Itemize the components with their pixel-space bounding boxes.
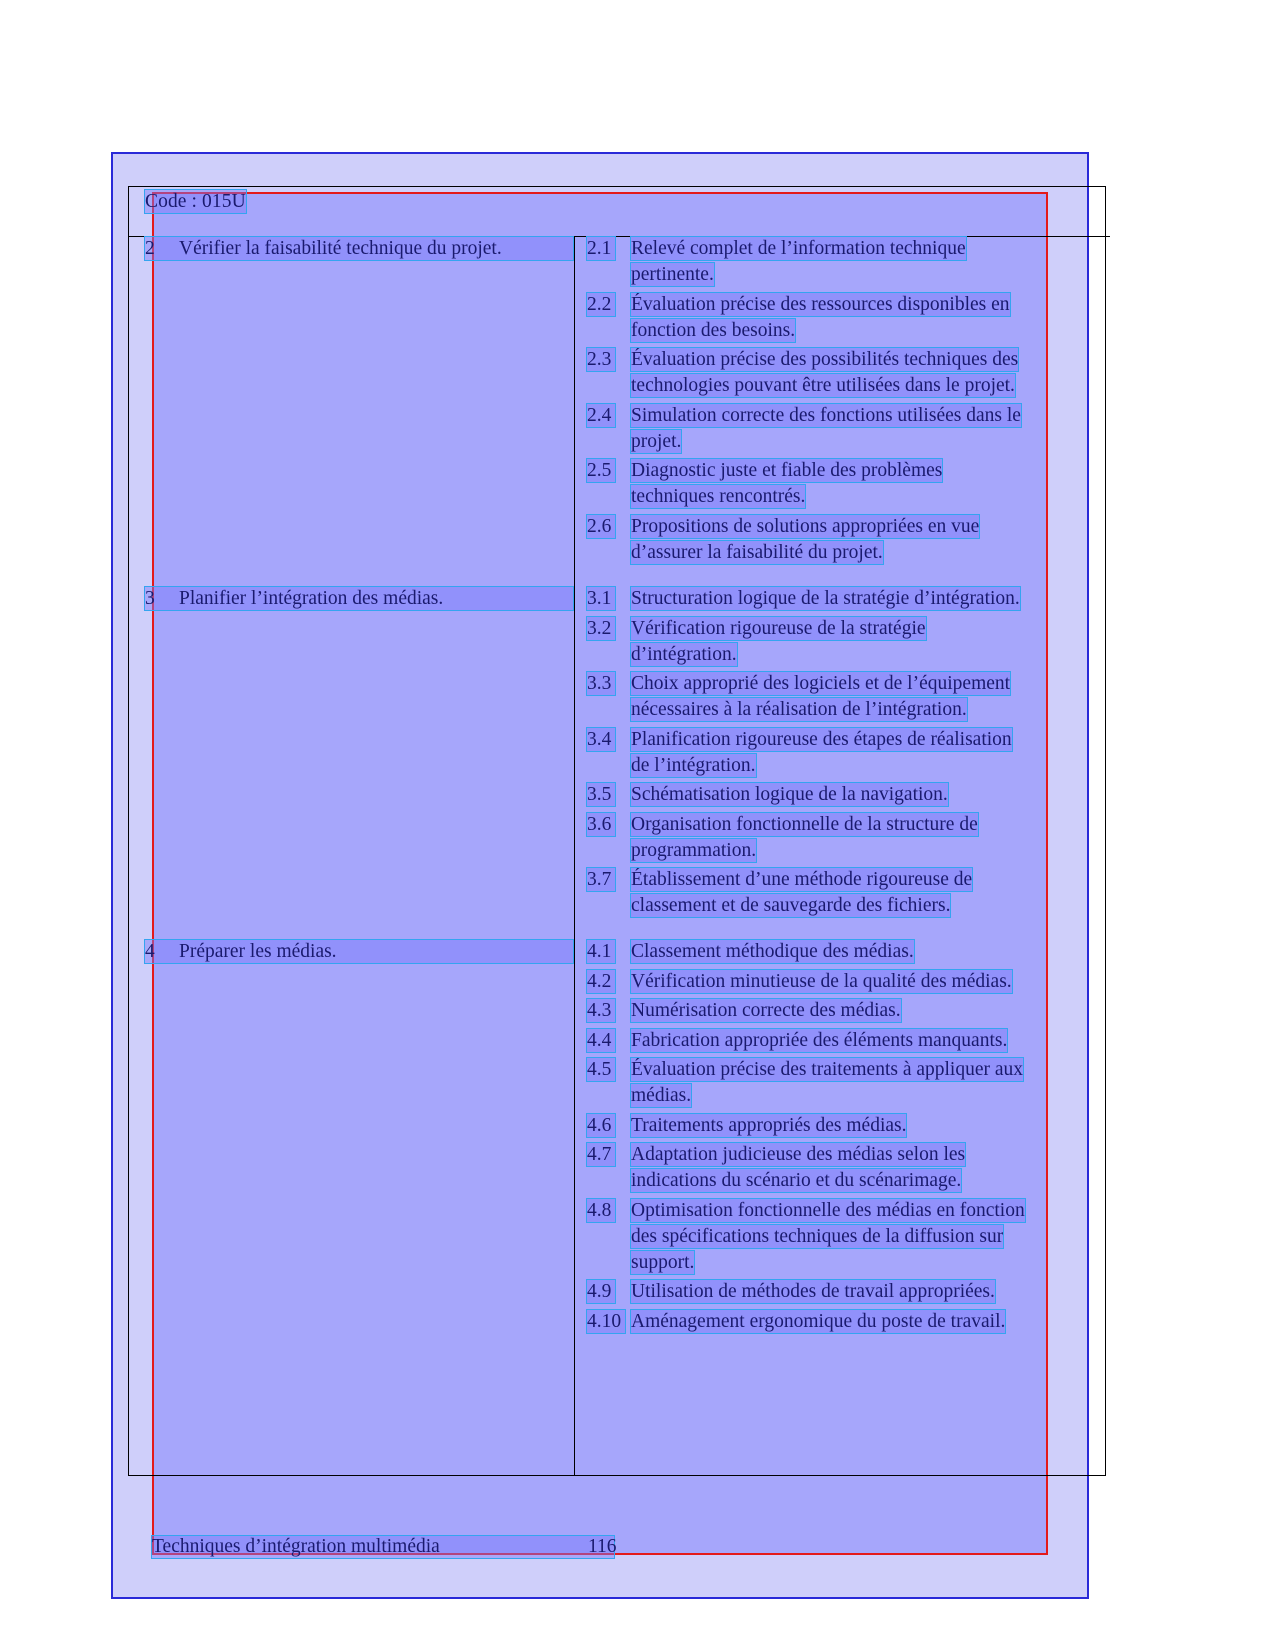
criterion-number: 4.5 [587,1058,615,1081]
criterion-text-line: Aménagement ergonomique du poste de travail. [631,1310,1006,1332]
criterion-number: 4.8 [587,1199,615,1222]
criterion-text-line: Évaluation précise des ressources disponibles en [631,293,1010,315]
criterion-number: 3.1 [587,587,615,610]
criterion-text-line: Schématisation logique de la navigation. [631,784,948,805]
criterion-text-line: médias. [631,1085,692,1106]
criterion-text-line: Organisation fonctionnelle de la structure de [631,813,978,835]
criterion-text-line: Propositions de solutions appropriées en vue [631,515,980,537]
criterion-number: 2.4 [587,404,615,427]
page-footer [152,1536,617,1558]
criterion-text-line: d’intégration. [631,643,737,665]
criterion-text-line: classement et de sauvegarde des fichiers. [631,895,951,916]
criterion-text-line: Structuration logique de la stratégie d’intégration. [631,588,1020,609]
criterion-number: 2.6 [587,515,615,538]
criterion-number: 4.3 [587,999,615,1022]
section-heading-4 [145,940,573,963]
criterion-text-line: projet. [631,430,682,452]
section-title: Préparer les médias. [179,941,337,962]
section-title: Vérifier la faisabilité technique du projet. [179,238,502,259]
section-heading-3 [145,587,573,610]
criterion-text-line: Choix approprié des logiciels et de l’équipement [631,673,1011,694]
criterion-text-line: Relevé complet de l’information technique [631,238,966,259]
criterion-text-line: fonction des besoins. [631,319,796,341]
criterion-number: 3.6 [587,813,615,836]
criterion-number: 3.5 [587,783,615,806]
criterion-text-line: technologies pouvant être utilisées dans le projet. [631,375,1015,396]
criterion-number: 4.9 [587,1280,615,1303]
section-number: 3 [145,588,155,609]
criterion-text-line: Vérification rigoureuse de la stratégie [631,617,926,639]
code-label: Code : 015U [145,191,246,212]
criterion-text-line: Planification rigoureuse des étapes de réalisation [631,728,1012,750]
criterion-number: 2.2 [587,293,615,316]
criterion-text-line: de l’intégration. [631,754,756,776]
section-number: 4 [145,941,155,962]
criterion-text-line: d’assurer la faisabilité du projet. [631,541,883,563]
criterion-text-line: Établissement d’une méthode rigoureuse de [631,869,973,890]
section-title: Planifier l’intégration des médias. [179,588,444,609]
criterion-number: 4.1 [587,940,615,963]
criterion-text-line: Traitements appropriés des médias. [631,1114,907,1136]
column-divider [574,236,575,1476]
criterion-number: 3.3 [587,672,615,695]
section-heading-2 [145,237,573,260]
criterion-number: 4.4 [587,1029,615,1052]
criterion-number: 2.1 [587,237,615,260]
footer-title: Techniques d’intégration multimédia [152,1536,440,1557]
criterion-text-line: Simulation correcte des fonctions utilisées dans le [631,404,1021,426]
section-number: 2 [145,238,155,259]
criterion-text-line: Classement méthodique des médias. [631,941,914,962]
criterion-number: 4.7 [587,1143,615,1166]
criterion-text-line: Optimisation fonctionnelle des médias en fonction [631,1199,1025,1221]
criterion-text-line: pertinente. [631,264,714,285]
criterion-text-line: support. [631,1251,695,1273]
criterion-number: 2.3 [587,348,615,371]
criterion-number: 4.10 [587,1310,625,1333]
criterion-text-line: nécessaires à la réalisation de l’intégration. [631,699,967,720]
criterion-number: 4.6 [587,1114,615,1137]
criterion-number: 3.2 [587,617,615,640]
criterion-number: 3.4 [587,728,615,751]
criterion-text-line: programmation. [631,839,757,861]
criterion-text-line: Numérisation correcte des médias. [631,1000,901,1021]
criterion-text-line: des spécifications techniques de la diffusion sur [631,1225,1004,1247]
criterion-text-line: Adaptation judicieuse des médias selon les [631,1144,966,1165]
criterion-text-line: Évaluation précise des possibilités techniques des [631,349,1019,370]
criterion-number: 2.5 [587,459,615,482]
criterion-number: 3.7 [587,868,615,891]
criterion-text-line: indications du scénario et du scénarimage. [631,1170,962,1191]
criterion-text-line: Évaluation précise des traitements à appliquer aux [631,1059,1024,1080]
criterion-text-line: Diagnostic juste et fiable des problèmes [631,460,943,481]
criterion-text-line: Utilisation de méthodes de travail appropriées. [631,1281,995,1302]
criterion-text-line: techniques rencontrés. [631,486,806,507]
criterion-number: 4.2 [587,970,615,993]
criterion-text-line: Fabrication appropriée des éléments manquants. [631,1029,1008,1051]
page-number: 116 [588,1536,617,1557]
criterion-text-line: Vérification minutieuse de la qualité des médias. [631,970,1012,992]
